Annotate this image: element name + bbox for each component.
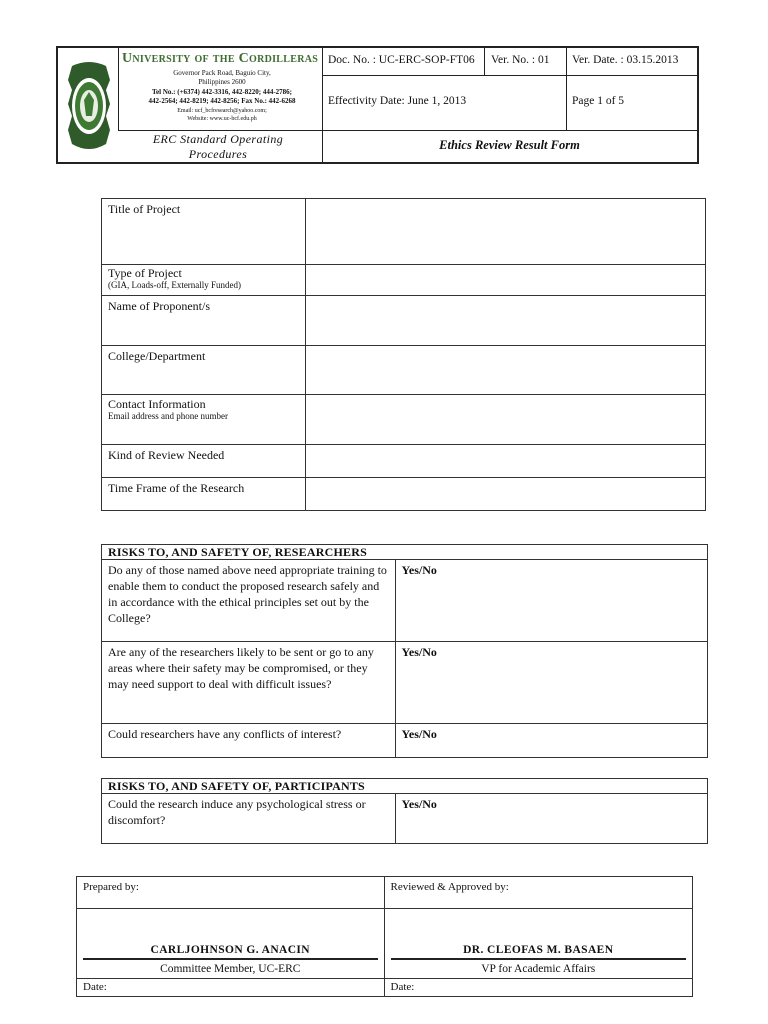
address-line: Philippines 2600	[198, 78, 246, 87]
label-text: Type of Project	[108, 266, 182, 280]
document-header	[56, 46, 699, 164]
left-signature-block[interactable]	[77, 909, 385, 979]
time-frame-field[interactable]	[305, 478, 705, 511]
row-label	[102, 395, 306, 445]
project-info-table	[101, 198, 706, 511]
sop-title: ERC Standard Operating Procedures	[152, 132, 284, 161]
table-row	[102, 794, 708, 844]
table-row	[102, 346, 706, 395]
table-row	[102, 478, 706, 511]
label-text: Time Frame of the Research	[108, 481, 245, 495]
website-line: Website: www.uc-bcf.edu.ph	[187, 115, 257, 122]
table-row	[77, 909, 693, 979]
question-text: Could researchers have any conflicts of interest?	[102, 724, 396, 758]
table-row	[102, 296, 706, 346]
participants-risk-table	[101, 778, 708, 844]
row-label	[102, 199, 306, 265]
proponents-field[interactable]	[305, 296, 705, 346]
yes-no-answer[interactable]: Yes/No	[395, 642, 707, 724]
prepared-by-label: Prepared by:	[77, 877, 385, 909]
address-line: Tel No.: (+6374) 442-3316, 442-8220; 444-2786;	[151, 87, 293, 96]
type-of-project-field[interactable]	[305, 265, 705, 296]
table-row	[77, 979, 693, 997]
label-text: Kind of Review Needed	[108, 448, 225, 462]
table-row	[102, 642, 708, 724]
document-number: Doc. No. : UC-ERC-SOP-FT06	[328, 54, 475, 66]
label-text: Name of Proponent/s	[108, 299, 210, 313]
row-label	[102, 265, 306, 296]
contact-information-field[interactable]	[305, 395, 705, 445]
table-row	[102, 445, 706, 478]
table-row	[102, 724, 708, 758]
university-address	[120, 69, 324, 123]
section-heading-row	[102, 779, 708, 794]
row-label	[102, 445, 306, 478]
signatory-name: DR. CLEOFAS M. BASAEN	[463, 944, 614, 956]
table-row	[102, 395, 706, 445]
row-label	[102, 478, 306, 511]
left-date-field[interactable]: Date:	[77, 979, 385, 997]
label-subtext: Email address and phone number	[108, 411, 228, 421]
address-line: Governor Pack Road, Baguio City,	[173, 69, 271, 77]
table-row	[102, 560, 708, 642]
kind-of-review-field[interactable]	[305, 445, 705, 478]
right-date-field[interactable]: Date:	[384, 979, 692, 997]
college-department-field[interactable]	[305, 346, 705, 395]
signatory-role: Committee Member, UC-ERC	[83, 958, 378, 977]
question-text: Are any of the researchers likely to be sent or go to any areas where their safety may be compromised, or they may need support to deal with difficult issues?	[102, 642, 396, 724]
label-text: Contact Information	[108, 397, 206, 411]
yes-no-answer[interactable]: Yes/No	[395, 794, 707, 844]
version-date: Ver. Date. : 03.15.2013	[572, 54, 679, 66]
reviewed-by-label: Reviewed & Approved by:	[384, 877, 692, 909]
question-text: Could the research induce any psychological stress or discomfort?	[102, 794, 396, 844]
section-heading: RISKS TO, AND SAFETY OF, PARTICIPANTS	[102, 779, 708, 794]
title-of-project-field[interactable]	[305, 199, 705, 265]
form-title: Ethics Review Result Form	[439, 138, 580, 152]
version-number: Ver. No. : 01	[491, 54, 550, 66]
row-label	[102, 296, 306, 346]
yes-no-answer[interactable]: Yes/No	[395, 724, 707, 758]
signatory-role: VP for Academic Affairs	[391, 958, 686, 977]
label-text: College/Department	[108, 349, 206, 363]
university-seal-logo	[64, 60, 114, 152]
university-name: University of the Cordilleras	[122, 51, 319, 66]
yes-no-answer[interactable]: Yes/No	[395, 560, 707, 642]
right-signature-block[interactable]	[384, 909, 692, 979]
table-row	[102, 265, 706, 296]
email-line: Email: ucf_bcfresearch@yahoo.com;	[177, 107, 267, 114]
page-number: Page 1 of 5	[572, 95, 625, 107]
label-text: Title of Project	[108, 202, 181, 216]
label-subtext: (GIA, Loads-off, Externally Funded)	[108, 280, 242, 290]
table-row	[77, 877, 693, 909]
section-heading: RISKS TO, AND SAFETY OF, RESEARCHERS	[102, 545, 708, 560]
signatory-name: CARLJOHNSON G. ANACIN	[150, 944, 311, 956]
question-text: Do any of those named above need appropriate training to enable them to conduct the proposed research safely and in accordance with the ethical principles set out by the College?	[102, 560, 396, 642]
section-heading-row	[102, 545, 708, 560]
table-row	[102, 199, 706, 265]
signature-table	[76, 876, 693, 997]
row-label	[102, 346, 306, 395]
researchers-risk-table	[101, 544, 708, 758]
effectivity-date: Effectivity Date: June 1, 2013	[328, 95, 467, 107]
address-line: 442-2564; 442-8219; 442-8256; Fax No.: 442-6268	[148, 97, 296, 106]
